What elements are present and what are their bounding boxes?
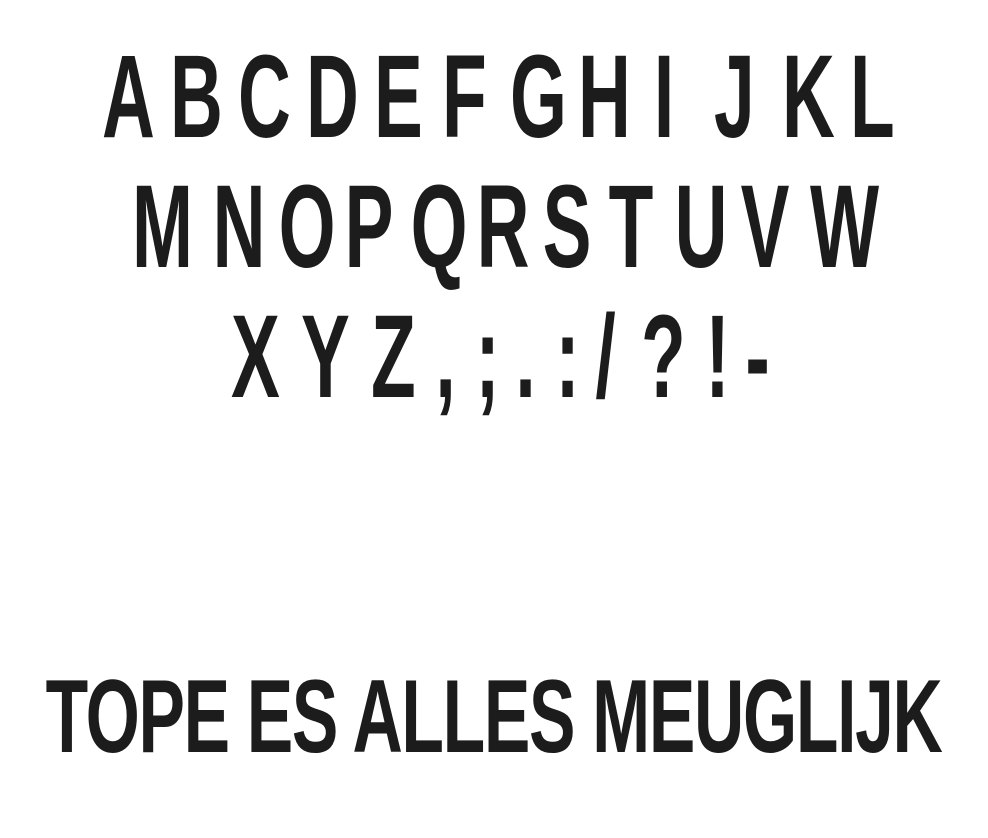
glyph-N: N xyxy=(212,161,266,293)
glyph-P: P xyxy=(344,161,394,293)
glyph-comma: , xyxy=(435,291,456,423)
glyph-W: W xyxy=(810,161,880,293)
glyph-R: R xyxy=(476,161,530,293)
glyph-G: G xyxy=(510,31,567,163)
alphabet-row-3 xyxy=(0,291,988,423)
glyph-hyphen: - xyxy=(745,291,770,423)
glyph-K: K xyxy=(782,31,835,163)
glyph-M: M xyxy=(132,161,194,293)
slogan-text: TOPE ES ALLES MEUGLIJK xyxy=(46,659,942,775)
glyph-J: J xyxy=(714,31,755,163)
glyph-period: . xyxy=(515,291,536,423)
glyph-D: D xyxy=(306,31,359,163)
glyph-X: X xyxy=(231,291,280,423)
glyph-H: H xyxy=(578,31,631,163)
glyph-B: B xyxy=(170,31,223,163)
slogan-line xyxy=(0,659,988,775)
glyph-question-mark: ? xyxy=(641,291,686,423)
glyph-semicolon: ; xyxy=(475,291,500,423)
glyph-C: C xyxy=(238,31,291,163)
glyph-L: L xyxy=(850,31,895,163)
glyph-E: E xyxy=(374,31,423,163)
alphabet-row-2 xyxy=(0,161,988,293)
alphabet-row-1 xyxy=(0,31,988,163)
glyph-Z: Z xyxy=(371,291,416,423)
glyph-A: A xyxy=(102,31,155,163)
glyph-V: V xyxy=(740,161,790,293)
glyph-F: F xyxy=(442,31,487,163)
glyph-O: O xyxy=(278,161,336,293)
glyph-S: S xyxy=(542,161,592,293)
glyph-Y: Y xyxy=(301,291,350,423)
glyph-T: T xyxy=(608,161,654,293)
glyph-exclamation-mark: ! xyxy=(705,291,730,423)
glyph-I: I xyxy=(653,31,675,163)
glyph-colon: : xyxy=(555,291,580,423)
glyph-Q: Q xyxy=(410,161,468,293)
glyph-slash: / xyxy=(595,291,616,423)
glyph-U: U xyxy=(674,161,728,293)
